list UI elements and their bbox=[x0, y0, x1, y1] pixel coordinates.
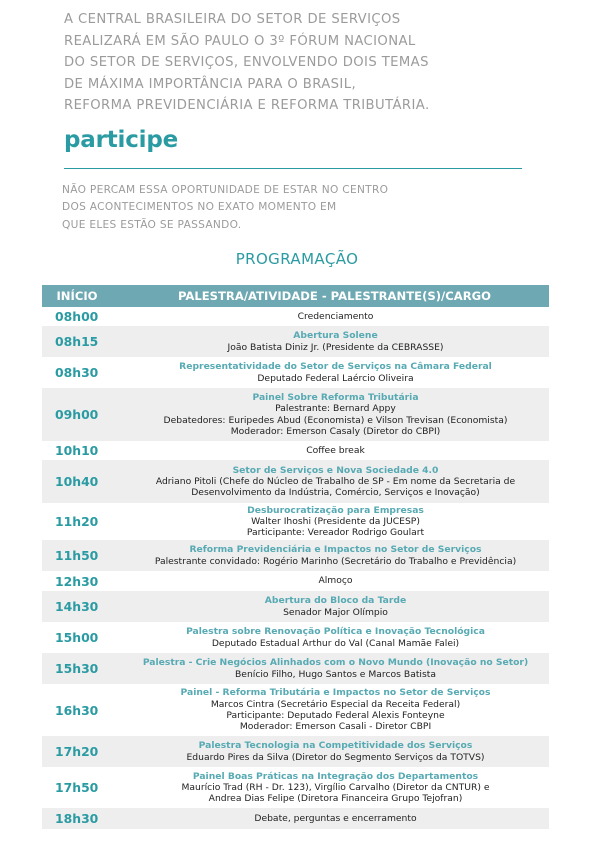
table-row bbox=[42, 388, 549, 441]
row-time: 10h10 bbox=[55, 443, 99, 458]
row-detail: Deputado Estadual Arthur do Val (Canal Mamãe Falei) bbox=[211, 637, 460, 649]
row-title: Reforma Previdenciária e Impactos no Setor de Serviços bbox=[189, 544, 482, 556]
table-row bbox=[42, 540, 549, 571]
row-detail: Moderador: Emerson Casaly (Diretor do CBPI) bbox=[230, 425, 441, 437]
row-content bbox=[112, 813, 549, 824]
row-detail: João Batista Diniz Jr. (Presidente da CEBRASSE) bbox=[227, 341, 444, 353]
row-detail: Participante: Deputado Federal Alexis Fonteyne bbox=[226, 710, 445, 721]
row-title: Painel - Reforma Tributária e Impactos no Setor de Serviços bbox=[180, 687, 491, 699]
row-time: 17h50 bbox=[55, 780, 99, 795]
table-row bbox=[42, 684, 549, 736]
row-time: 08h15 bbox=[55, 334, 99, 349]
intro-line: REFORMA PREVIDENCIÁRIA E REFORMA TRIBUTÁRIA. bbox=[64, 98, 430, 114]
table-row bbox=[42, 622, 549, 653]
row-detail: Debatedores: Euripedes Abud (Economista) e Vilson Trevisan (Economista) bbox=[163, 414, 508, 426]
invitation-line: NÃO PERCAM ESSA OPORTUNIDADE DE ESTAR NO CENTRO bbox=[62, 184, 389, 196]
row-content bbox=[112, 505, 549, 539]
row-time: 12h30 bbox=[55, 573, 99, 589]
table-row bbox=[42, 808, 549, 829]
row-title: Palestra sobre Renovação Política e Inovação Tecnológica bbox=[186, 626, 485, 638]
row-content bbox=[112, 361, 549, 384]
table-row bbox=[42, 326, 549, 357]
row-time: 08h30 bbox=[55, 365, 99, 380]
row-content bbox=[112, 330, 549, 353]
row-detail: Desenvolvimento da Indústria, Comércio, Serviços e Inovação) bbox=[191, 487, 480, 499]
header-activity: PALESTRA/ATIVIDADE - PALESTRANTE(S)/CARGO bbox=[177, 289, 492, 303]
invitation-text bbox=[62, 182, 532, 234]
table-body bbox=[42, 307, 549, 829]
row-title: Painel Sobre Reforma Tributária bbox=[252, 391, 419, 403]
intro-text bbox=[64, 9, 534, 117]
row-time: 11h20 bbox=[55, 514, 99, 529]
table-header bbox=[42, 285, 549, 307]
row-time: 08h00 bbox=[55, 309, 99, 324]
table-row bbox=[42, 767, 549, 808]
table-row bbox=[42, 503, 549, 540]
row-title: Abertura do Bloco da Tarde bbox=[264, 595, 407, 607]
row-title: Palestra Tecnologia na Competitividade dos Serviços bbox=[198, 740, 473, 752]
row-detail: Palestrante: Bernard Appy bbox=[275, 403, 396, 415]
row-content bbox=[112, 740, 549, 763]
invitation-line: DOS ACONTECIMENTOS NO EXATO MOMENTO EM bbox=[62, 201, 337, 214]
intro-line: A CENTRAL BRASILEIRA DO SETOR DE SERVIÇOS bbox=[64, 12, 401, 27]
row-time: 17h20 bbox=[55, 744, 99, 759]
participe-heading: participe bbox=[64, 127, 178, 153]
row-content bbox=[112, 575, 549, 586]
row-time: 10h40 bbox=[55, 474, 99, 489]
row-detail: Moderador: Emerson Casali - Diretor CBPI bbox=[239, 721, 432, 733]
row-title: Abertura Solene bbox=[293, 330, 378, 342]
row-detail: Senador Major Olímpio bbox=[283, 606, 388, 618]
row-detail: Palestrante convidado: Rogério Marinho (Secretário do Trabalho e Previdência) bbox=[154, 555, 517, 567]
row-title: Palestra - Crie Negócios Alinhados com o Novo Mundo (Inovação no Setor) bbox=[142, 657, 529, 669]
row-time: 16h30 bbox=[55, 702, 99, 718]
row-time: 09h00 bbox=[55, 407, 99, 422]
row-time: 14h30 bbox=[55, 599, 99, 614]
schedule-table bbox=[42, 285, 549, 829]
table-row bbox=[42, 591, 549, 622]
row-title: Painel Boas Práticas na Integração dos Departamentos bbox=[192, 770, 479, 782]
row-time: 18h30 bbox=[55, 811, 99, 826]
row-content bbox=[112, 657, 549, 680]
table-row bbox=[42, 357, 549, 388]
row-title: Setor de Serviços e Nova Sociedade 4.0 bbox=[232, 464, 439, 476]
row-detail: Maurício Trad (RH - Dr. 123), Virgílio Carvalho (Diretor da CNTUR) e bbox=[181, 781, 490, 793]
row-content bbox=[112, 392, 549, 437]
divider bbox=[64, 168, 522, 169]
table-row bbox=[42, 460, 549, 503]
row-time: 11h50 bbox=[55, 548, 99, 563]
row-detail: Adriano Pitoli (Chefe do Núcleo de Trabalho de SP - Em nome da Secretaria de bbox=[155, 475, 516, 487]
row-content bbox=[112, 544, 549, 567]
row-time: 15h00 bbox=[55, 630, 99, 645]
invitation-line: QUE ELES ESTÃO SE PASSANDO. bbox=[62, 218, 242, 231]
intro-line: DO SETOR DE SERVIÇOS, ENVOLVENDO DOIS TEMAS bbox=[64, 55, 429, 71]
row-detail: Participante: Vereador Rodrigo Goulart bbox=[246, 527, 425, 539]
row-time: 15h30 bbox=[55, 661, 99, 676]
row-content bbox=[112, 771, 549, 805]
row-content bbox=[112, 445, 549, 456]
row-content bbox=[112, 311, 549, 322]
header-start: INÍCIO bbox=[56, 289, 98, 303]
row-detail: Benício Filho, Hugo Santos e Marcos Batista bbox=[235, 668, 436, 680]
row-detail: Coffee break bbox=[306, 444, 365, 456]
row-detail: Almoço bbox=[318, 575, 353, 587]
table-row bbox=[42, 571, 549, 591]
row-content bbox=[112, 626, 549, 649]
row-title: Desburocratização para Empresas bbox=[247, 504, 424, 516]
intro-line: DE MÁXIMA IMPORTÂNCIA PARA O BRASIL, bbox=[64, 76, 357, 92]
row-detail: Walter Ihoshi (Presidente da JUCESP) bbox=[251, 515, 420, 527]
programacao-title: PROGRAMAÇÃO bbox=[235, 250, 359, 268]
table-row bbox=[42, 653, 549, 684]
row-content bbox=[112, 465, 549, 499]
row-detail: Eduardo Pires da Silva (Diretor do Segmento Serviços da TOTVS) bbox=[186, 751, 485, 763]
table-row bbox=[42, 736, 549, 767]
row-detail: Deputado Federal Laércio Oliveira bbox=[257, 372, 414, 384]
row-detail: Andrea Dias Felipe (Diretora Financeira Grupo Tejofran) bbox=[208, 793, 463, 805]
table-row bbox=[42, 441, 549, 460]
intro-line: REALIZARÁ EM SÃO PAULO O 3º FÓRUM NACIONAL bbox=[64, 33, 416, 49]
row-content bbox=[112, 687, 549, 732]
table-row bbox=[42, 307, 549, 326]
row-detail: Credenciamento bbox=[297, 310, 374, 322]
row-detail: Debate, perguntas e encerramento bbox=[254, 812, 417, 824]
row-detail: Marcos Cintra (Secretário Especial da Receita Federal) bbox=[210, 698, 461, 710]
row-content bbox=[112, 595, 549, 618]
row-title: Representatividade do Setor de Serviços na Câmara Federal bbox=[179, 361, 492, 373]
